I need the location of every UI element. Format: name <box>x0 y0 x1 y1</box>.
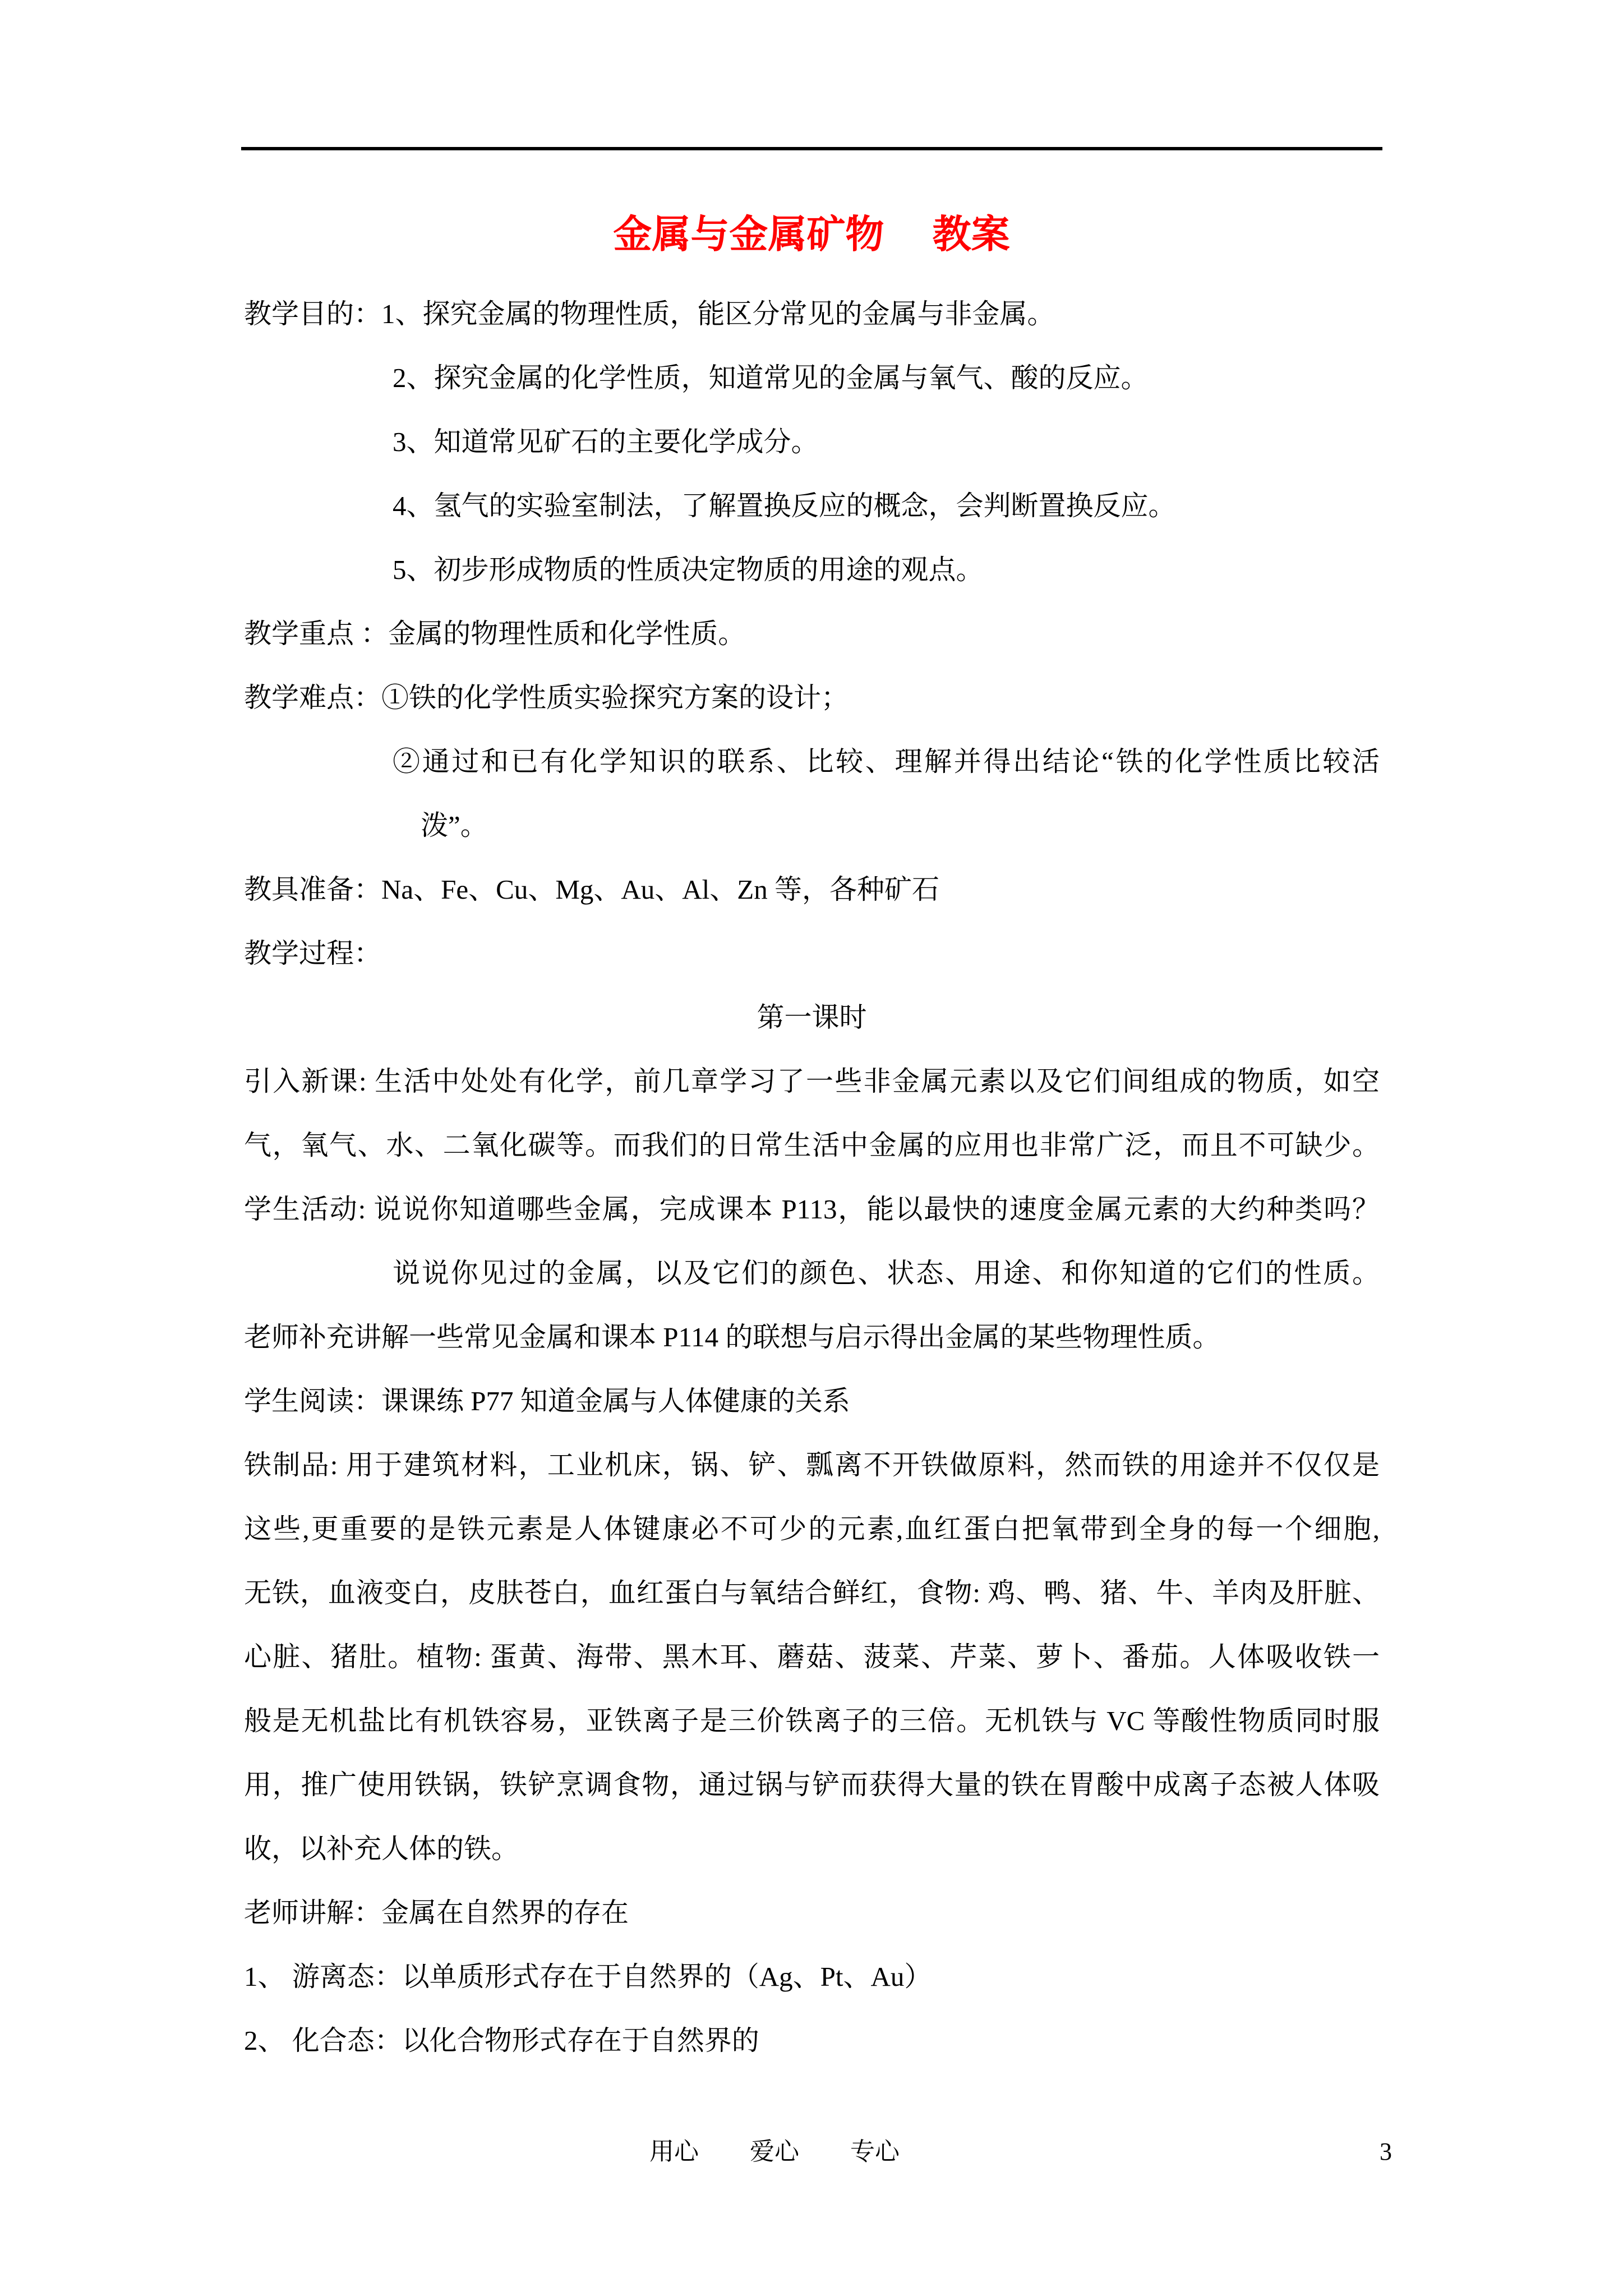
text-line: 5、初步形成物质的性质决定物质的用途的观点。 <box>393 554 984 585</box>
footer-word: 专心 <box>850 2138 900 2165</box>
text-line: 1、 游离态：以单质形式存在于自然界的（Ag、Pt、Au） <box>244 1961 932 1992</box>
text-line: 般是无机盐比有机铁容易，亚铁离子是三价铁离子的三倍。无机铁与 VC 等酸性物质同时服 <box>244 1705 1380 1736</box>
text-line: 4、氢气的实验室制法，了解置换反应的概念，会判断置换反应。 <box>393 490 1176 521</box>
text-line: 心脏、猪肚。植物: 蛋黄、海带、黑木耳、蘑菇、菠菜、芹菜、萝卜、番茄。人体吸收铁一 <box>244 1641 1380 1672</box>
text-line: ②通过和已有化学知识的联系、比较、理解并得出结论“铁的化学性质比较活 <box>393 746 1380 777</box>
text-line: 引入新课: 生活中处处有化学，前几章学习了一些非金属元素以及它们间组成的物质，如空 <box>244 1066 1380 1097</box>
footer-motto <box>649 2135 900 2169</box>
document-body <box>244 282 1380 2073</box>
text-line: 泼”。 <box>421 810 488 841</box>
text-line: 3、知道常见矿石的主要化学成分。 <box>393 426 819 457</box>
text-line: 第一课时 <box>757 1002 867 1033</box>
text-line: 教学重点 ：金属的物理性质和化学性质。 <box>244 618 746 649</box>
text-line: 学生阅读：课课练 P77 知道金属与人体健康的关系 <box>244 1386 850 1416</box>
page-number: 3 <box>1380 2138 1392 2165</box>
text-line: 气，氧气、水、二氧化碳等。而我们的日常生活中金属的应用也非常广泛，而且不可缺少。 <box>244 1130 1380 1161</box>
text-line: 收，以补充人体的铁。 <box>244 1833 519 1864</box>
text-line: 用，推广使用铁锅，铁铲烹调食物，通过锅与铲而获得大量的铁在胃酸中成离子态被人体吸 <box>244 1769 1380 1800</box>
footer-word: 用心 <box>649 2138 699 2165</box>
document-title: 金属与金属矿物 教案 <box>613 213 1010 256</box>
text-line: 这些,更重要的是铁元素是人体键康必不可少的元素,血红蛋白把氧带到全身的每一个细胞, <box>244 1513 1380 1544</box>
text-line: 2、 化合态：以化合物形式存在于自然界的 <box>244 2025 759 2056</box>
text-line: 教学目的：1、探究金属的物理性质，能区分常见的金属与非金属。 <box>244 298 1055 329</box>
header-rule <box>241 147 1382 150</box>
text-line: 教学过程： <box>244 938 382 969</box>
text-line: 说说你见过的金属，以及它们的颜色、状态、用途、和你知道的它们的性质。 <box>393 1258 1380 1289</box>
text-line: 学生活动: 说说你知道哪些金属，完成课本 P113，能以最快的速度金属元素的大约种类吗？ <box>244 1194 1380 1225</box>
text-line: 无铁，血液变白，皮肤苍白，血红蛋白与氧结合鲜红，食物: 鸡、鸭、猪、牛、羊肉及肝脏、 <box>244 1577 1380 1608</box>
footer-word: 爱心 <box>750 2138 799 2165</box>
text-line: 教具准备：Na、Fe、Cu、Mg、Au、Al、Zn 等，各种矿石 <box>244 874 939 905</box>
text-line: 铁制品: 用于建筑材料，工业机床，锅、铲、瓢离不开铁做原料，然而铁的用途并不仅仅是 <box>244 1450 1380 1480</box>
text-line: 教学难点：①铁的化学性质实验探究方案的设计； <box>244 682 849 713</box>
text-line: 2、探究金属的化学性质，知道常见的金属与氧气、酸的反应。 <box>393 362 1149 393</box>
text-line: 老师讲解：金属在自然界的存在 <box>244 1897 629 1928</box>
text-line: 老师补充讲解一些常见金属和课本 P114 的联想与启示得出金属的某些物理性质。 <box>244 1322 1220 1352</box>
